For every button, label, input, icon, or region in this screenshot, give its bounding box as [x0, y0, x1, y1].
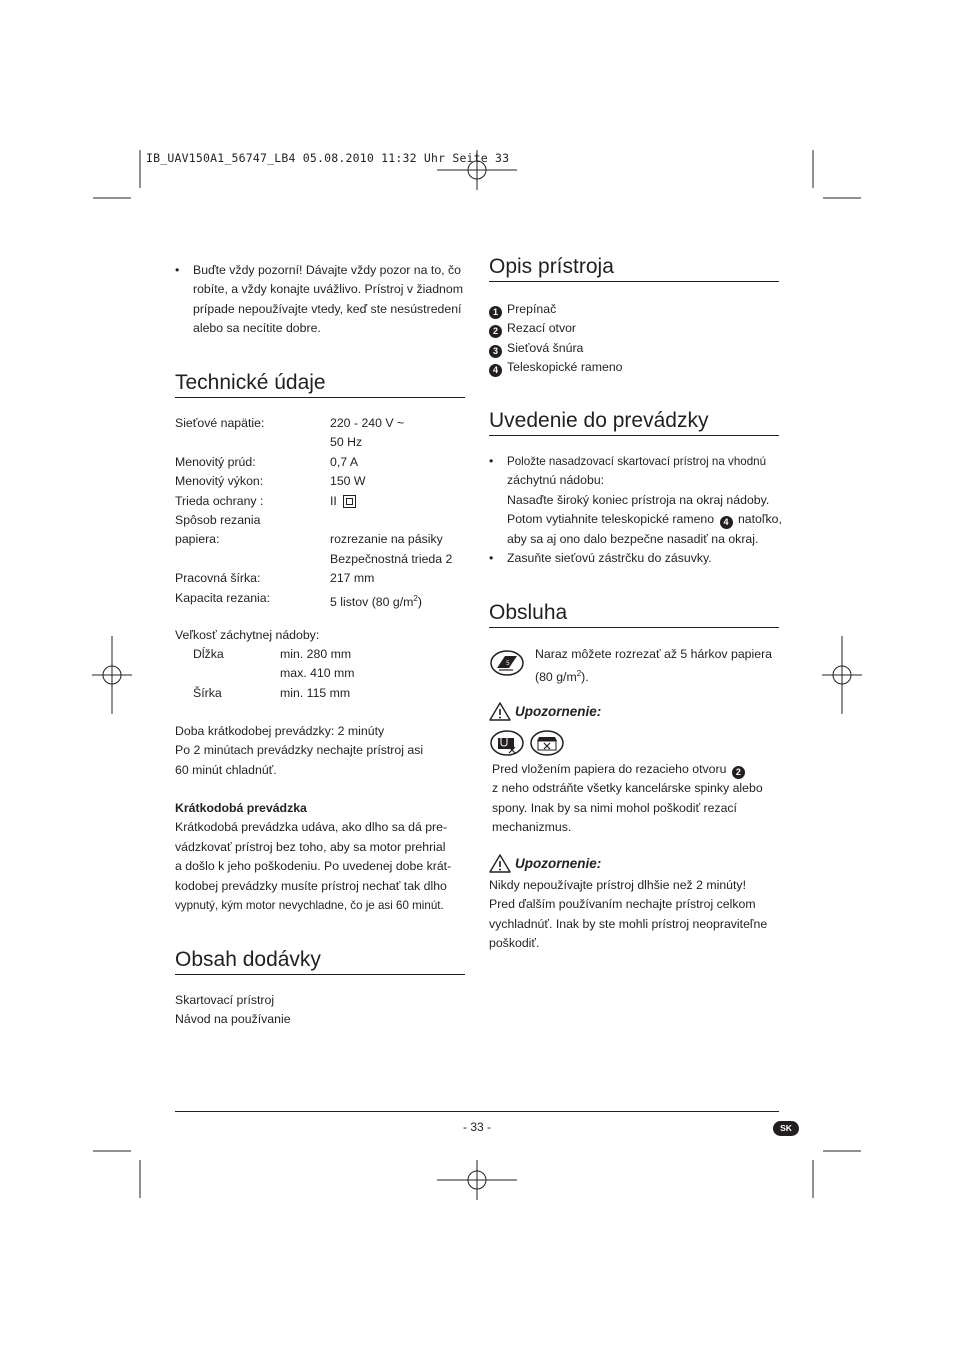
list-item: Skartovací prístroj — [175, 993, 275, 1007]
number-badge: 1 — [489, 306, 502, 319]
technical-table — [175, 414, 467, 608]
warning-heading: Upozornenie: — [489, 853, 601, 873]
number-badge: 2 — [732, 766, 745, 779]
section-title-technical: Technické údaje — [175, 371, 326, 394]
table-row: Kapacita rezania: 5 listov (80 $g/m^2$) — [175, 590, 422, 609]
bullet-dot: • — [489, 454, 494, 468]
section-title-delivery: Obsah dodávky — [175, 948, 321, 971]
table-row: 50 Hz — [330, 435, 363, 450]
table-row: Bezpečnostná trieda 2 — [330, 551, 453, 566]
table-row: Menovitý výkon: 150 W — [175, 474, 366, 489]
section-title-description: Opis prístroja — [489, 255, 614, 278]
list-item: • Položte nasadzovací skartovací prístroj na vhodnú záchytnú nádobu: Nasaďte široký koniec prístroja na okraj nádoby. Potom vytiahnite teleskopické rameno 4 natoľko, aby sa aj ono dalo bezpečne nasadiť na okraj. — [489, 454, 782, 546]
table-row: Spôsob rezania — [175, 512, 261, 527]
warning2-text: Nikdy nepoužívajte prístroj dlhšie než 2 minúty! Pred ďalším používaním nechajte prístroj celkom vychladnúť. Inak by ste mohli prístroj neopraviteľne poškodiť. — [489, 878, 768, 951]
warning1-text: Pred vložením papiera do rezacieho otvoru 2 z neho odstráňte všetky kancelárske spinky alebo spony. Inak by sa nimi mohol poškodiť rezací mechanizmus. — [492, 762, 763, 835]
table-row: Pracovná šírka: 217 mm — [175, 571, 375, 586]
list-item: 3 Sieťová šnúra — [489, 339, 623, 358]
short-op-heading: Krátkodobá prevádzka — [175, 801, 307, 815]
section-rule — [175, 974, 465, 975]
number-badge: 2 — [489, 325, 502, 338]
table-row: Šírka min. 115 mm — [193, 685, 351, 700]
bullet-dot: • — [175, 263, 180, 277]
section-rule — [489, 435, 779, 436]
footer-rule — [175, 1111, 779, 1112]
number-badge: 4 — [720, 516, 733, 529]
paper-capacity-icon — [489, 648, 525, 678]
table-row: Dĺžka min. 280 mm — [193, 647, 352, 661]
short-op-block: Krátkodobá prevádzka Krátkodobá prevádzka udáva, ako dlho sa dá pre- vádzkovať prístroj bez toho, aby sa motor prehrial a došlo k jeho poškodeniu. Po uvedenej dobe krát- kodobej prevádzky musíte prístroj nechať tak dlho vypnutý, kým motor nevychladne, čo je asi 60 minút. — [175, 799, 467, 915]
table-row: papiera: rozrezanie na pásiky — [175, 532, 443, 547]
section-rule — [489, 281, 779, 282]
registration-mark-top — [437, 150, 517, 190]
table-row: Trieda ochrany : II — [175, 492, 467, 511]
print-header: IB_UAV150A1_56747_LB4 05.08.2010 11:32 Uhr Seite 33 — [146, 151, 510, 165]
warning-triangle-icon — [489, 853, 511, 873]
intro-bullet-text: Buďte vždy pozorní! Dávajte vždy pozor na to, čo robíte, a vždy konajte uvážlivo. Prístroj v žiadnom prípade nepoužívajte vtedy, keď ste nesústredení alebo sa necítite dobre. — [193, 263, 463, 336]
section-rule — [175, 397, 465, 398]
section-title-startup: Uvedenie do prevádzky — [489, 409, 709, 432]
list-item: 1 Prepínač — [489, 300, 623, 319]
list-item: 4 Teleskopické rameno — [489, 358, 623, 377]
section-rule — [489, 627, 779, 628]
bin-size-title: Veľkosť záchytnej nádoby: — [175, 628, 320, 642]
table-row: Sieťové napätie: 220 - 240 V ~ — [175, 416, 405, 430]
delivery-list — [175, 991, 291, 1030]
bin-size-table — [193, 645, 453, 703]
no-paperclip-icon — [489, 729, 525, 757]
protection-class-ii-icon — [343, 495, 356, 508]
table-row: max. 410 mm — [280, 666, 355, 681]
no-staple-icon — [529, 729, 565, 757]
table-row: Menovitý prúd: 0,7 A — [175, 454, 359, 469]
list-item: Návod na používanie — [175, 1012, 291, 1027]
warning-heading: Upozornenie: — [489, 701, 601, 721]
parts-list — [489, 300, 623, 378]
registration-mark-bottom — [437, 1160, 517, 1200]
registration-mark-right — [822, 636, 862, 714]
language-badge: SK — [773, 1121, 799, 1136]
bullet-dot: • — [489, 551, 494, 566]
section-title-operation: Obsluha — [489, 601, 568, 624]
svg-text:5: 5 — [506, 660, 510, 667]
capacity-text: Naraz môžete rozrezať až 5 hárkov papiera (80 $g/m^2$). — [535, 647, 772, 685]
list-item: • Zasuňte sieťovú zástrčku do zásuvky. — [489, 549, 784, 568]
startup-list — [489, 452, 784, 568]
number-badge: 4 — [489, 364, 502, 377]
duty-cycle-text: Doba krátkodobej prevádzky: 2 minúty Po 2 minútach prevádzky nechajte prístroj asi 60 minút chladnúť. — [175, 724, 424, 777]
warning-triangle-icon — [489, 701, 511, 721]
registration-mark-left — [92, 636, 132, 714]
list-item: 2 Rezací otvor — [489, 319, 623, 338]
number-badge: 3 — [489, 345, 502, 358]
intro-bullet — [175, 261, 467, 339]
page-number: - 33 - — [462, 1120, 491, 1134]
